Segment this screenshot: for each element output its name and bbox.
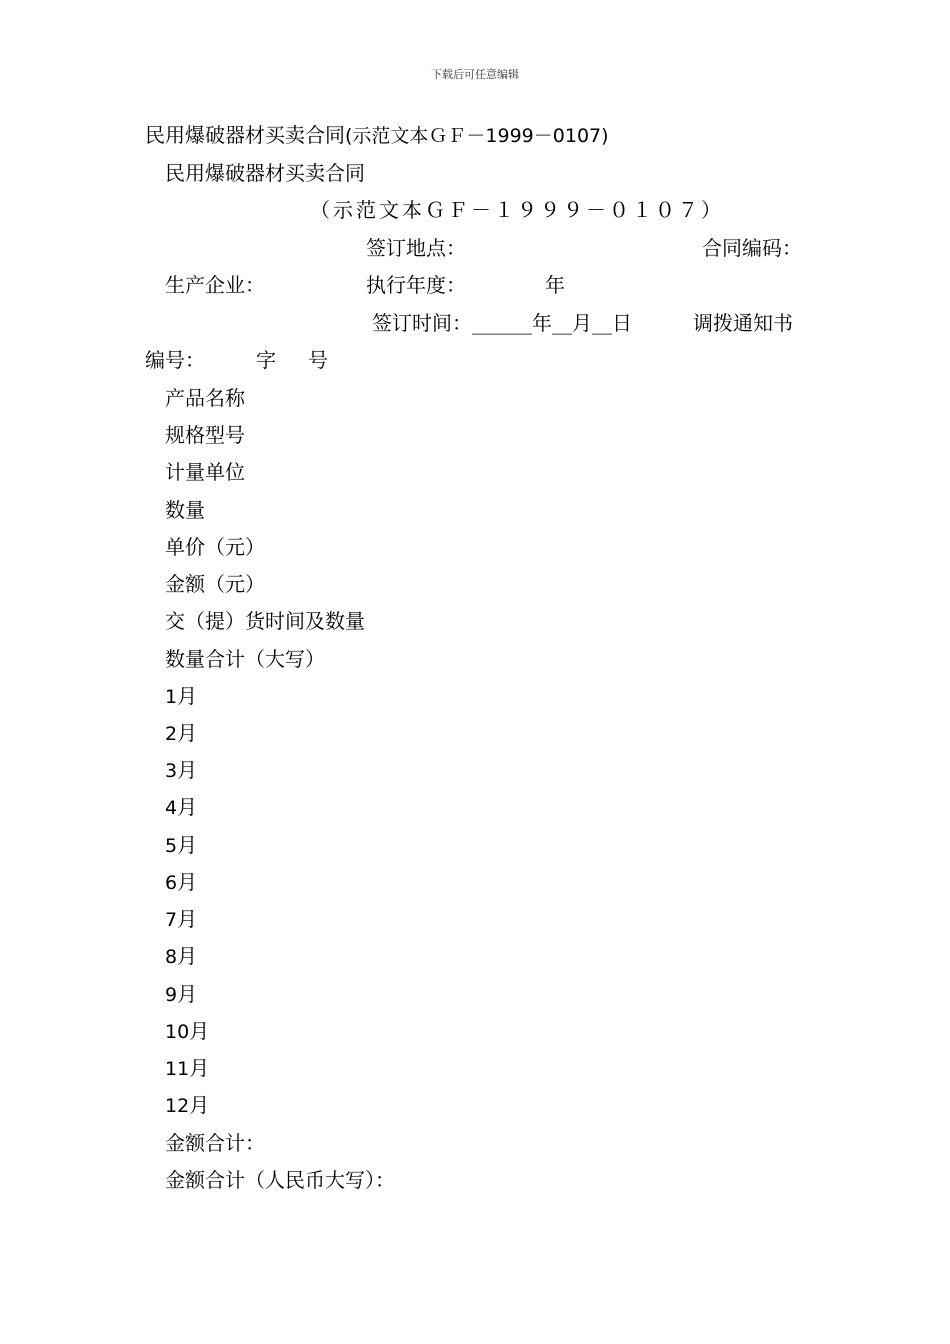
month-number: 9 bbox=[165, 984, 178, 1006]
total-amount-label: 金额合计： bbox=[165, 1131, 265, 1155]
execution-year-label: 执行年度： bbox=[366, 273, 466, 297]
field-spec-model: 规格型号 bbox=[165, 423, 245, 447]
month-number: 4 bbox=[165, 797, 178, 819]
producer-label: 生产企业： bbox=[165, 273, 265, 297]
month-number: 8 bbox=[165, 946, 178, 968]
field-unit: 计量单位 bbox=[165, 460, 245, 484]
document-subtitle-code: （示范文本ＧＦ－１９９９－０１０７） bbox=[310, 198, 724, 222]
field-quantity-total: 数量合计（大写） bbox=[165, 647, 325, 671]
month-row bbox=[165, 1018, 209, 1045]
document-title-text: 民用爆破器材买卖合同 bbox=[145, 123, 345, 147]
month-row bbox=[165, 1055, 209, 1082]
month-unit: 月 bbox=[177, 833, 198, 857]
month-unit: 月 bbox=[177, 684, 198, 708]
month-unit: 月 bbox=[177, 982, 198, 1006]
month-row bbox=[165, 757, 197, 784]
field-quantity: 数量 bbox=[165, 498, 205, 522]
sign-place-label: 签订地点： bbox=[366, 236, 466, 260]
field-unit-price: 单价（元） bbox=[165, 535, 265, 559]
month-row bbox=[165, 832, 197, 859]
month-unit: 月 bbox=[189, 1019, 210, 1043]
month-unit: 月 bbox=[177, 870, 198, 894]
month-number: 1 bbox=[165, 686, 178, 708]
month-number: 10 bbox=[165, 1021, 190, 1043]
allocation-notice-label: 调拨通知书 bbox=[693, 311, 793, 335]
contract-number-label: 合同编码： bbox=[702, 236, 802, 260]
month-row bbox=[165, 869, 197, 896]
month-unit: 月 bbox=[177, 758, 198, 782]
month-number: 2 bbox=[165, 723, 178, 745]
field-product-name: 产品名称 bbox=[165, 386, 245, 410]
page-header-note: 下载后可任意编辑 bbox=[431, 68, 519, 81]
month-number: 6 bbox=[165, 872, 178, 894]
month-unit: 月 bbox=[189, 1056, 210, 1080]
document-title bbox=[145, 122, 609, 149]
month-unit: 月 bbox=[177, 944, 198, 968]
serial-zi: 字 bbox=[256, 348, 276, 372]
month-row bbox=[165, 683, 197, 710]
document-subtitle: 民用爆破器材买卖合同 bbox=[165, 161, 365, 185]
month-unit: 月 bbox=[177, 795, 198, 819]
field-delivery-time-qty: 交（提）货时间及数量 bbox=[165, 609, 365, 633]
month-row bbox=[165, 981, 197, 1008]
sign-time-label: 签订时间：______年__月__日 bbox=[372, 311, 632, 335]
serial-number-label: 编号： bbox=[145, 348, 205, 372]
month-unit: 月 bbox=[189, 1093, 210, 1117]
month-row bbox=[165, 906, 197, 933]
month-row bbox=[165, 943, 197, 970]
serial-hao: 号 bbox=[308, 348, 328, 372]
month-unit: 月 bbox=[177, 907, 198, 931]
month-number: 5 bbox=[165, 835, 178, 857]
month-row bbox=[165, 720, 197, 747]
document-title-code: (示范文本ＧＦ－1999－0107) bbox=[345, 125, 609, 147]
total-amount-rmb-label: 金额合计（人民币大写）： bbox=[165, 1168, 395, 1192]
month-number: 11 bbox=[165, 1058, 190, 1080]
month-number: 12 bbox=[165, 1095, 190, 1117]
month-unit: 月 bbox=[177, 721, 198, 745]
month-number: 7 bbox=[165, 909, 178, 931]
month-number: 3 bbox=[165, 760, 178, 782]
month-row bbox=[165, 1092, 209, 1119]
field-amount: 金额（元） bbox=[165, 572, 265, 596]
execution-year-unit: 年 bbox=[545, 273, 565, 297]
month-row bbox=[165, 794, 197, 821]
